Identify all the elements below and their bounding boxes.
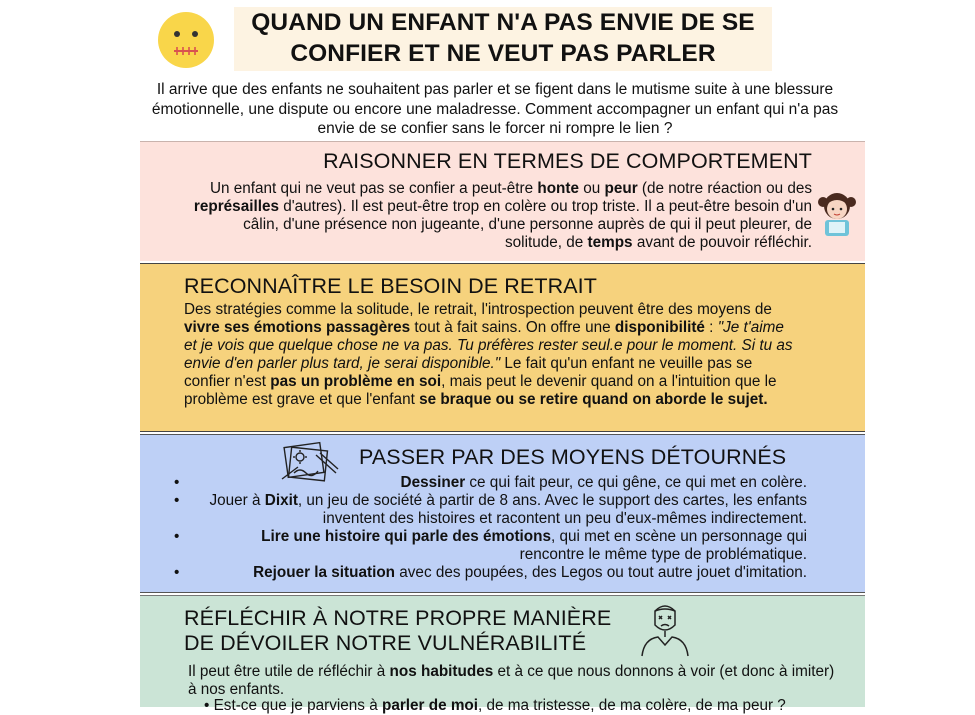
section-indirect-list	[140, 474, 865, 581]
section-vulnerability-title-line-2: DE DÉVOILER NOTRE VULNÉRABILITÉ	[184, 631, 587, 655]
intro-paragraph: Il arrive que des enfants ne souhaitent pas parler et se figent dans le mutisme suite à une blessure émotionnelle, une dispute ou encore une maladresse. Comment accompagner un enfant qui n'a pas envie de se confier sans le forcer ni rompre le lien ?	[151, 81, 839, 137]
page-title-line-2: CONFIER ET NE VEUT PAS PARLER	[290, 40, 716, 67]
girl-reading-icon	[814, 188, 860, 238]
section-vulnerability-text: Il peut être utile de réfléchir à nos habitudes et à ce que nous donnons à voir (et donc à imiter) à nos enfants.	[188, 663, 835, 698]
section-indirect	[140, 434, 865, 593]
section-behavior	[140, 141, 865, 261]
list-item: • Dessiner ce qui fait peur, ce qui gêne, ce qui met en colère.	[174, 474, 807, 491]
section-indirect-title: PASSER PAR DES MOYENS DÉTOURNÉS	[359, 445, 787, 469]
zipped-mouth-face-icon	[157, 11, 215, 69]
list-item: • Lire une histoire qui parle des émotions, qui met en scène un personnage qui rencontre le même type de problématique.	[174, 527, 807, 563]
list-bullet: •	[174, 474, 180, 491]
list-bullet: •	[174, 563, 180, 581]
section-retreat	[140, 263, 865, 432]
page-title-line-1: QUAND UN ENFANT N'A PAS ENVIE DE SE	[251, 9, 755, 36]
section-retreat-text: Des stratégies comme la solitude, le retrait, l'introspection peuvent être des moyens de vivre ses émotions passagères tout à fait sains. On offre une disponibilité : "Je t'aime et je vois que quelque chose ne va pas. Tu préfères rester seul.e pour le moment. Si tu as envie d'en parler plus tard, je serai disponible." Le fait qu'un enfant ne veuille pas se confier n'est pas un problème en soi, mais peut le devenir quand on a l'intuition que le problème est grave et que l'enfant se braque ou se retire quand on aborde le sujet.	[184, 301, 793, 408]
section-vulnerability	[140, 595, 865, 714]
list-item: • Jouer à Dixit, un jeu de société à partir de 8 ans. Avec le support des cartes, les enfants inventent des histoires et racontent un peu d'eux-mêmes indirectement.	[174, 491, 807, 527]
section-behavior-text: Un enfant qui ne veut pas se confier a peut-être honte ou peur (de notre réaction ou des représailles d'autres). Il est peut-être trop en colère ou trop triste. Il a peut-être besoin d'un câlin, d'une présence non jugeante, d'une personne auprès de qui il peut pleurer, de solitude, de temps avant de pouvoir réfléchir.	[193, 180, 812, 251]
sad-man-icon	[638, 601, 692, 657]
section-vulnerability-title-line-1: RÉFLÉCHIR À NOTRE PROPRE MANIÈRE	[184, 606, 612, 630]
section-behavior-title: RAISONNER EN TERMES DE COMPORTEMENT	[323, 149, 812, 173]
section-retreat-title: RECONNAÎTRE LE BESOIN DE RETRAIT	[184, 274, 597, 298]
list-bullet: •	[174, 491, 180, 509]
section-vulnerability-title	[184, 606, 611, 656]
page-title	[234, 7, 772, 69]
list-bullet: •	[174, 527, 180, 545]
list-item: • Est-ce que je parviens à parler de moi, de ma tristesse, de ma colère, de ma peur ?	[204, 697, 786, 714]
list-item: • Rejouer la situation avec des poupées, des Legos ou tout autre jouet d'imitation.	[174, 563, 807, 581]
